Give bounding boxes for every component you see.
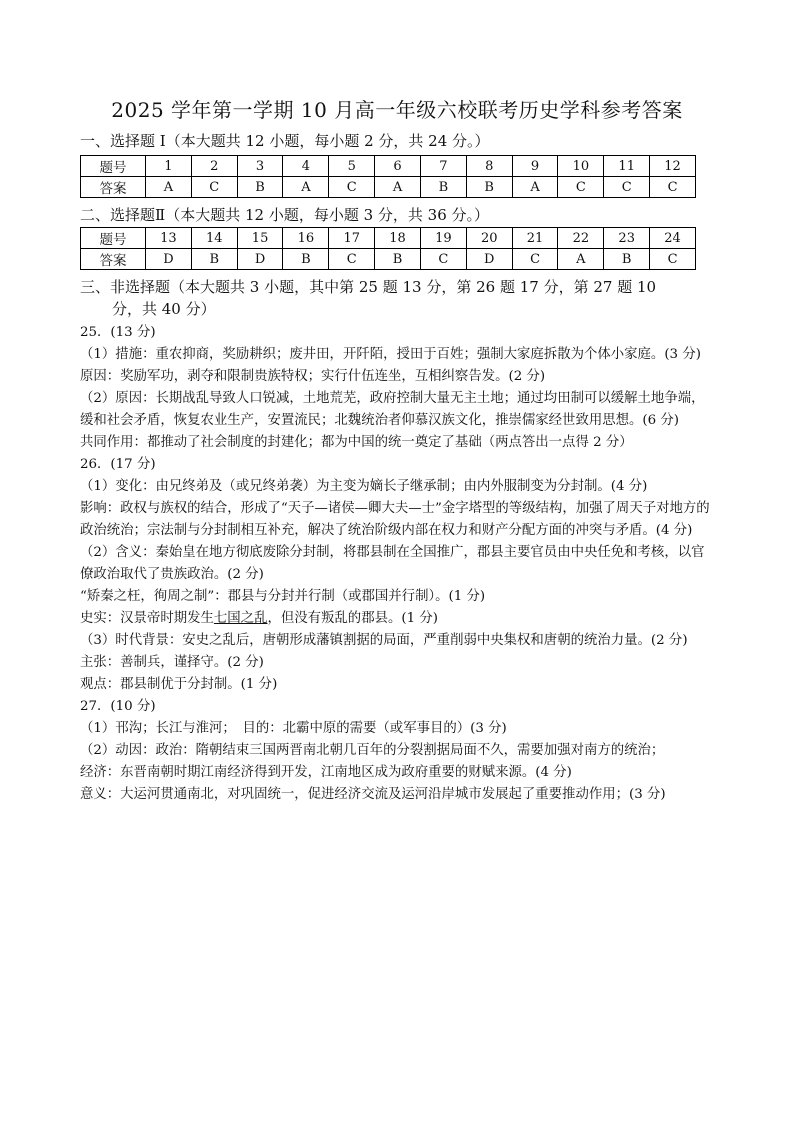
answer-cell: D — [146, 249, 192, 270]
fact-text-c: ，但没有叛乱的郡县。(1 分) — [267, 611, 438, 626]
answer-cell: B — [283, 249, 329, 270]
answer-cell: B — [191, 249, 237, 270]
question-26-fact — [80, 608, 716, 630]
question-number-cell: 24 — [650, 228, 696, 249]
question-26-view: 观点：郡县制优于分封制。(1 分) — [80, 677, 278, 692]
question-26-heading: 26．(17 分) — [80, 457, 156, 472]
page-title: 2025 学年第一学期 10 月高一年级六校联考历史学科参考答案 — [111, 98, 683, 122]
row-label-number: 题号 — [81, 156, 146, 177]
question-25-part2: （2）原因：长期战乱导致人口锐减，土地荒芜，政府控制大量无主土地；通过均田制可以缓解土地争端，缓和社会矛盾，恢复农业生产，安置流民；北魏统治者仰慕汉族文化，推崇儒家经世致用思想。(6 分) — [80, 391, 705, 428]
answer-cell: C — [420, 249, 466, 270]
question-number-cell: 1 — [146, 156, 192, 177]
answer-cell: D — [466, 249, 512, 270]
question-number-cell: 4 — [283, 156, 329, 177]
answer-cell: B — [604, 249, 650, 270]
section1-answer-table — [80, 155, 696, 198]
question-26-quote: “矫秦之枉，徇周之制”：郡县与分封并行制（或郡国并行制）。(1 分) — [80, 589, 486, 604]
section2-answer-table — [80, 227, 696, 270]
answer-cell: C — [512, 249, 558, 270]
question-26-part1: （1）变化：由兄终弟及（或兄终弟袭）为主变为嫡长子继承制；由内外服制变为分封制。(4 分) — [80, 479, 648, 494]
answer-cell: C — [650, 249, 696, 270]
answer-cell: C — [329, 249, 375, 270]
question-number-cell: 17 — [329, 228, 375, 249]
section3-heading-line1: 三、非选择题（本大题共 3 小题，其中第 25 题 13 分，第 26 题 17 分，第 27 题 10 — [80, 278, 657, 296]
fact-underlined-term: 七国之乱 — [213, 611, 268, 626]
answer-cell: B — [375, 249, 421, 270]
fact-text-a: 史实：汉景帝时期发生 — [80, 611, 214, 626]
question-number-cell: 8 — [466, 156, 512, 177]
section1-heading: 一、选择题 I（本大题共 12 小题，每小题 2 分，共 24 分。） — [80, 132, 490, 150]
answer-body — [80, 322, 716, 806]
answer-cell: B — [420, 177, 466, 198]
question-number-cell: 21 — [512, 228, 558, 249]
section3-heading — [80, 276, 720, 320]
question-number-cell: 14 — [191, 228, 237, 249]
question-number-cell: 15 — [237, 228, 283, 249]
answer-cell: A — [375, 177, 421, 198]
answer-cell: C — [191, 177, 237, 198]
question-27-heading: 27．(10 分) — [80, 699, 156, 714]
question-number-cell: 3 — [237, 156, 283, 177]
table-row-numbers — [81, 228, 696, 249]
answer-cell: B — [237, 177, 283, 198]
row-label-answer: 答案 — [81, 249, 146, 270]
question-number-cell: 9 — [512, 156, 558, 177]
question-number-cell: 6 — [375, 156, 421, 177]
question-25-heading: 25．(13 分) — [80, 325, 156, 340]
question-27-meaning: 意义：大运河贯通南北，对巩固统一，促进经济交流及运河沿岸城市发展起了重要推动作用；(3 分) — [80, 787, 666, 802]
answer-cell: D — [237, 249, 283, 270]
question-number-cell: 7 — [420, 156, 466, 177]
table-row-answers — [81, 249, 696, 270]
question-26-impact: 影响：政权与族权的结合，形成了“天子—诸侯—卿大夫—士”金字塔型的等级结构，加强了周天子对地方的政治统治；宗法制与分封制相互补充，解决了统治阶级内部在权力和财产分配方面的冲突与矛盾。(4 分) — [80, 501, 710, 538]
answer-cell: C — [604, 177, 650, 198]
question-number-cell: 18 — [375, 228, 421, 249]
question-26-part2: （2）含义：秦始皇在地方彻底废除分封制，将郡县制在全国推广，郡县主要官员由中央任免和考核，以官僚政治取代了贵族政治。(2 分) — [80, 545, 705, 582]
section2-heading: 二、选择题Ⅱ（本大题共 12 小题，每小题 3 分，共 36 分。） — [80, 206, 490, 224]
answer-cell: A — [146, 177, 192, 198]
question-number-cell: 2 — [191, 156, 237, 177]
question-27-part1: （1）邗沟；长江与淮河； 目的：北霸中原的需要（或军事目的）(3 分) — [80, 721, 507, 736]
answer-cell: C — [329, 177, 375, 198]
row-label-number: 题号 — [81, 228, 146, 249]
question-number-cell: 10 — [558, 156, 604, 177]
question-number-cell: 12 — [650, 156, 696, 177]
question-27-part2: （2）动因：政治：隋朝结束三国两晋南北朝几百年的分裂割据局面不久，需要加强对南方的统治； — [80, 743, 665, 758]
question-number-cell: 13 — [146, 228, 192, 249]
table-row-answers — [81, 177, 696, 198]
question-25-part1: （1）措施：重农抑商，奖励耕织；废井田，开阡陌，授田于百姓；强制大家庭拆散为个体小家庭。(3 分) — [80, 347, 701, 362]
table-row-numbers — [81, 156, 696, 177]
question-number-cell: 11 — [604, 156, 650, 177]
question-27-economy: 经济：东晋南朝时期江南经济得到开发，江南地区成为政府重要的财赋来源。(4 分) — [80, 765, 572, 780]
answer-cell: C — [558, 177, 604, 198]
question-number-cell: 23 — [604, 228, 650, 249]
answer-cell: A — [283, 177, 329, 198]
answer-cell: A — [558, 249, 604, 270]
question-25-reason: 原因：奖励军功，剥夺和限制贵族特权；实行什伍连坐，互相纠察告发。(2 分) — [80, 369, 546, 384]
row-label-answer: 答案 — [81, 177, 146, 198]
question-26-claim: 主张：善制兵，谨择守。(2 分) — [80, 655, 264, 670]
question-25-common-effect: 共同作用：都推动了社会制度的封建化；都为中国的统一奠定了基础（两点答出一点得 2 分） — [80, 435, 633, 450]
answer-cell: C — [650, 177, 696, 198]
question-number-cell: 22 — [558, 228, 604, 249]
question-number-cell: 5 — [329, 156, 375, 177]
question-number-cell: 20 — [466, 228, 512, 249]
question-26-part3: （3）时代背景：安史之乱后，唐朝形成藩镇割据的局面，严重削弱中央集权和唐朝的统治力量。(2 分) — [80, 633, 688, 648]
question-number-cell: 19 — [420, 228, 466, 249]
answer-cell: A — [512, 177, 558, 198]
answer-cell: B — [466, 177, 512, 198]
question-number-cell: 16 — [283, 228, 329, 249]
section3-heading-line2: 分，共 40 分） — [112, 300, 216, 318]
